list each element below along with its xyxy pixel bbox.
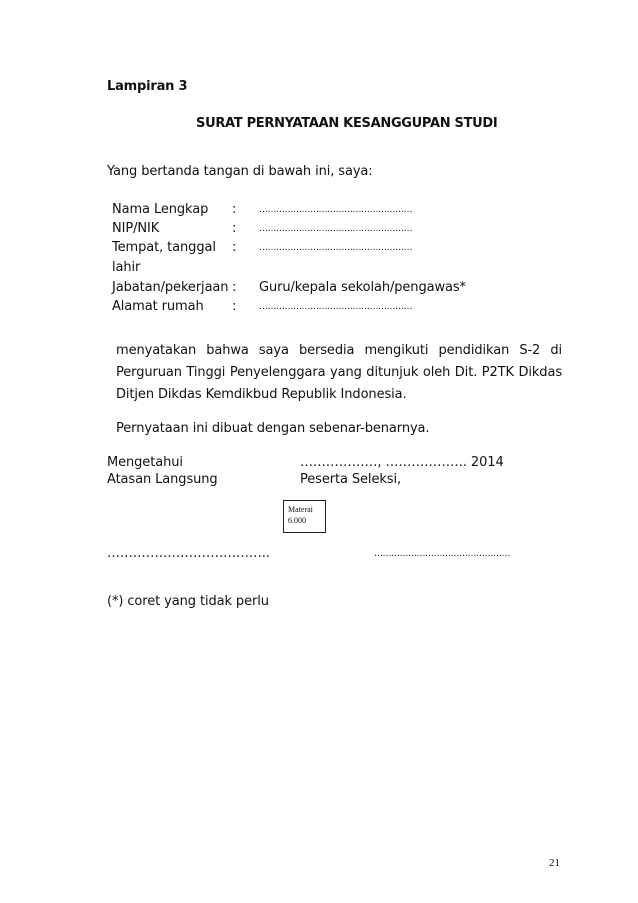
field-label-nip: NIP/NIK [112, 221, 160, 236]
stamp-label: Materai [288, 505, 313, 514]
field-label-address: Alamat rumah [112, 299, 204, 314]
field-colon-address: : [232, 299, 237, 314]
field-value-nip: ……………………………………………… [259, 224, 412, 234]
field-label-position: Jabatan/pekerjaan [112, 280, 229, 295]
field-value-address: ……………………………………………… [259, 302, 412, 312]
field-value-birth: ……………………………………………… [259, 243, 412, 253]
footnote: (*) coret yang tidak perlu [107, 594, 269, 609]
field-label-birth: Tempat, tanggal [112, 240, 216, 255]
field-value-name: ……………………………………………… [259, 205, 412, 215]
field-colon-birth: : [232, 240, 237, 255]
field-label-birth-cont: lahir [112, 260, 141, 275]
statement-paragraph: menyatakan bahwa saya bersedia mengikuti pendidikan S-2 di Perguruan Tinggi Penyelenggara yang ditunjuk oleh Dit. P2TK Dikdas Ditjen Dikdas Kemdikbud Republik Indonesia. [116, 343, 562, 402]
page-number: 21 [549, 857, 560, 869]
intro-text: Yang bertanda tangan di bawah ini, saya: [107, 164, 373, 179]
stamp-value: 6.000 [288, 516, 306, 525]
supervisor-label: Atasan Langsung [107, 472, 218, 487]
field-colon-position: : [232, 280, 237, 295]
field-value-position: Guru/kepala sekolah/pengawas* [259, 280, 466, 295]
attachment-label: Lampiran 3 [107, 79, 188, 94]
field-colon-nip: : [232, 221, 237, 236]
field-label-name: Nama Lengkap [112, 202, 209, 217]
left-signature-line: ……………………………….. [107, 546, 270, 561]
acknowledged-label: Mengetahui [107, 455, 183, 470]
right-signature-line: ………………………………………… [374, 549, 510, 559]
stamp-box [283, 500, 326, 533]
closing-text: Pernyataan ini dibuat dengan sebenar-benarnya. [116, 421, 430, 436]
place-date-line: ………………, ………………. 2014 [300, 455, 504, 470]
document-title: SURAT PERNYATAAN KESANGGUPAN STUDI [196, 116, 498, 131]
field-colon-name: : [232, 202, 237, 217]
participant-label: Peserta Seleksi, [300, 472, 401, 487]
